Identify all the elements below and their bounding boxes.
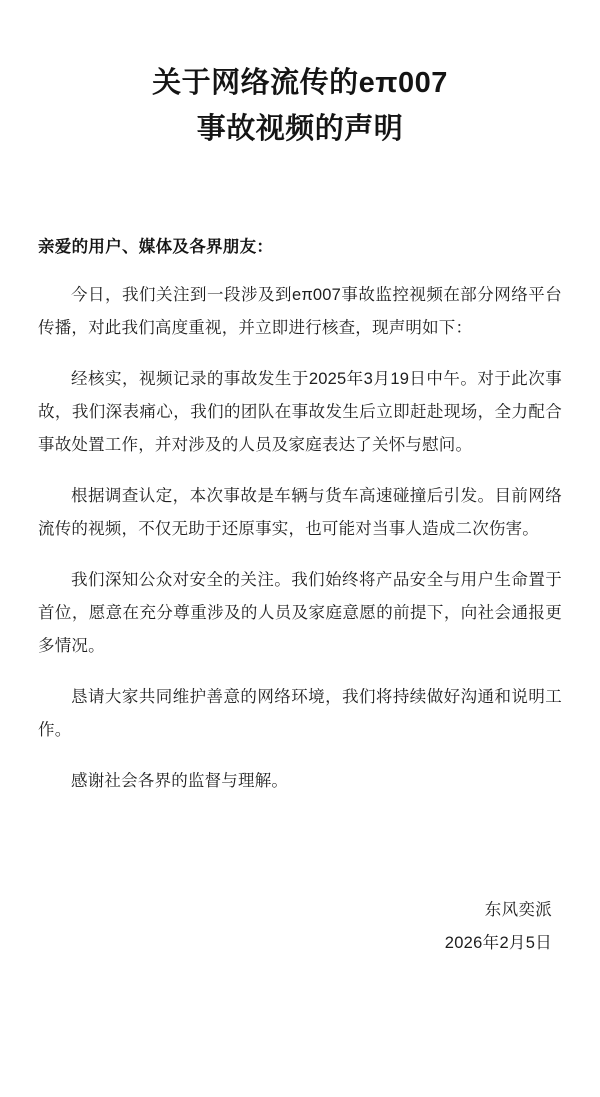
paragraph-5: 恳请大家共同维护善意的网络环境，我们将持续做好沟通和说明工作。 <box>38 687 562 739</box>
signature-name: 东风奕派 <box>484 900 552 919</box>
salutation: 亲爱的用户、媒体及各界朋友： <box>38 237 274 256</box>
bottom-spacer <box>38 960 562 1097</box>
paragraph-3: 根据调查认定，本次事故是车辆与货车高速碰撞后引发。目前网络流传的视频，不仅无助于还原事实，也可能对当事人造成二次伤害。 <box>38 486 562 538</box>
paragraph-2: 经核实，视频记录的事故发生于2025年3月19日中午。对于此次事故，我们深表痛心，我们的团队在事故发生后立即赶赴现场，全力配合事故处置工作，并对涉及的人员及家庭表达了关怀与慰问。 <box>38 369 562 454</box>
title-line-2: 事故视频的声明 <box>196 113 404 146</box>
page-title <box>38 60 562 153</box>
paragraph-6: 感谢社会各界的监督与理解。 <box>71 771 289 790</box>
signature <box>38 894 562 960</box>
paragraph-4: 我们深知公众对安全的关注。我们始终将产品安全与用户生命置于首位，愿意在充分尊重涉及的人员及家庭意愿的前提下，向社会通报更多情况。 <box>38 570 562 655</box>
title-line-1: 关于网络流传的eπ007 <box>152 67 448 99</box>
body-text <box>38 279 562 798</box>
signature-date: 2026年2月5日 <box>444 933 552 952</box>
paragraph-1: 今日，我们关注到一段涉及到eπ007事故监控视频在部分网络平台传播，对此我们高度重视，并立即进行核查，现声明如下： <box>38 285 562 337</box>
